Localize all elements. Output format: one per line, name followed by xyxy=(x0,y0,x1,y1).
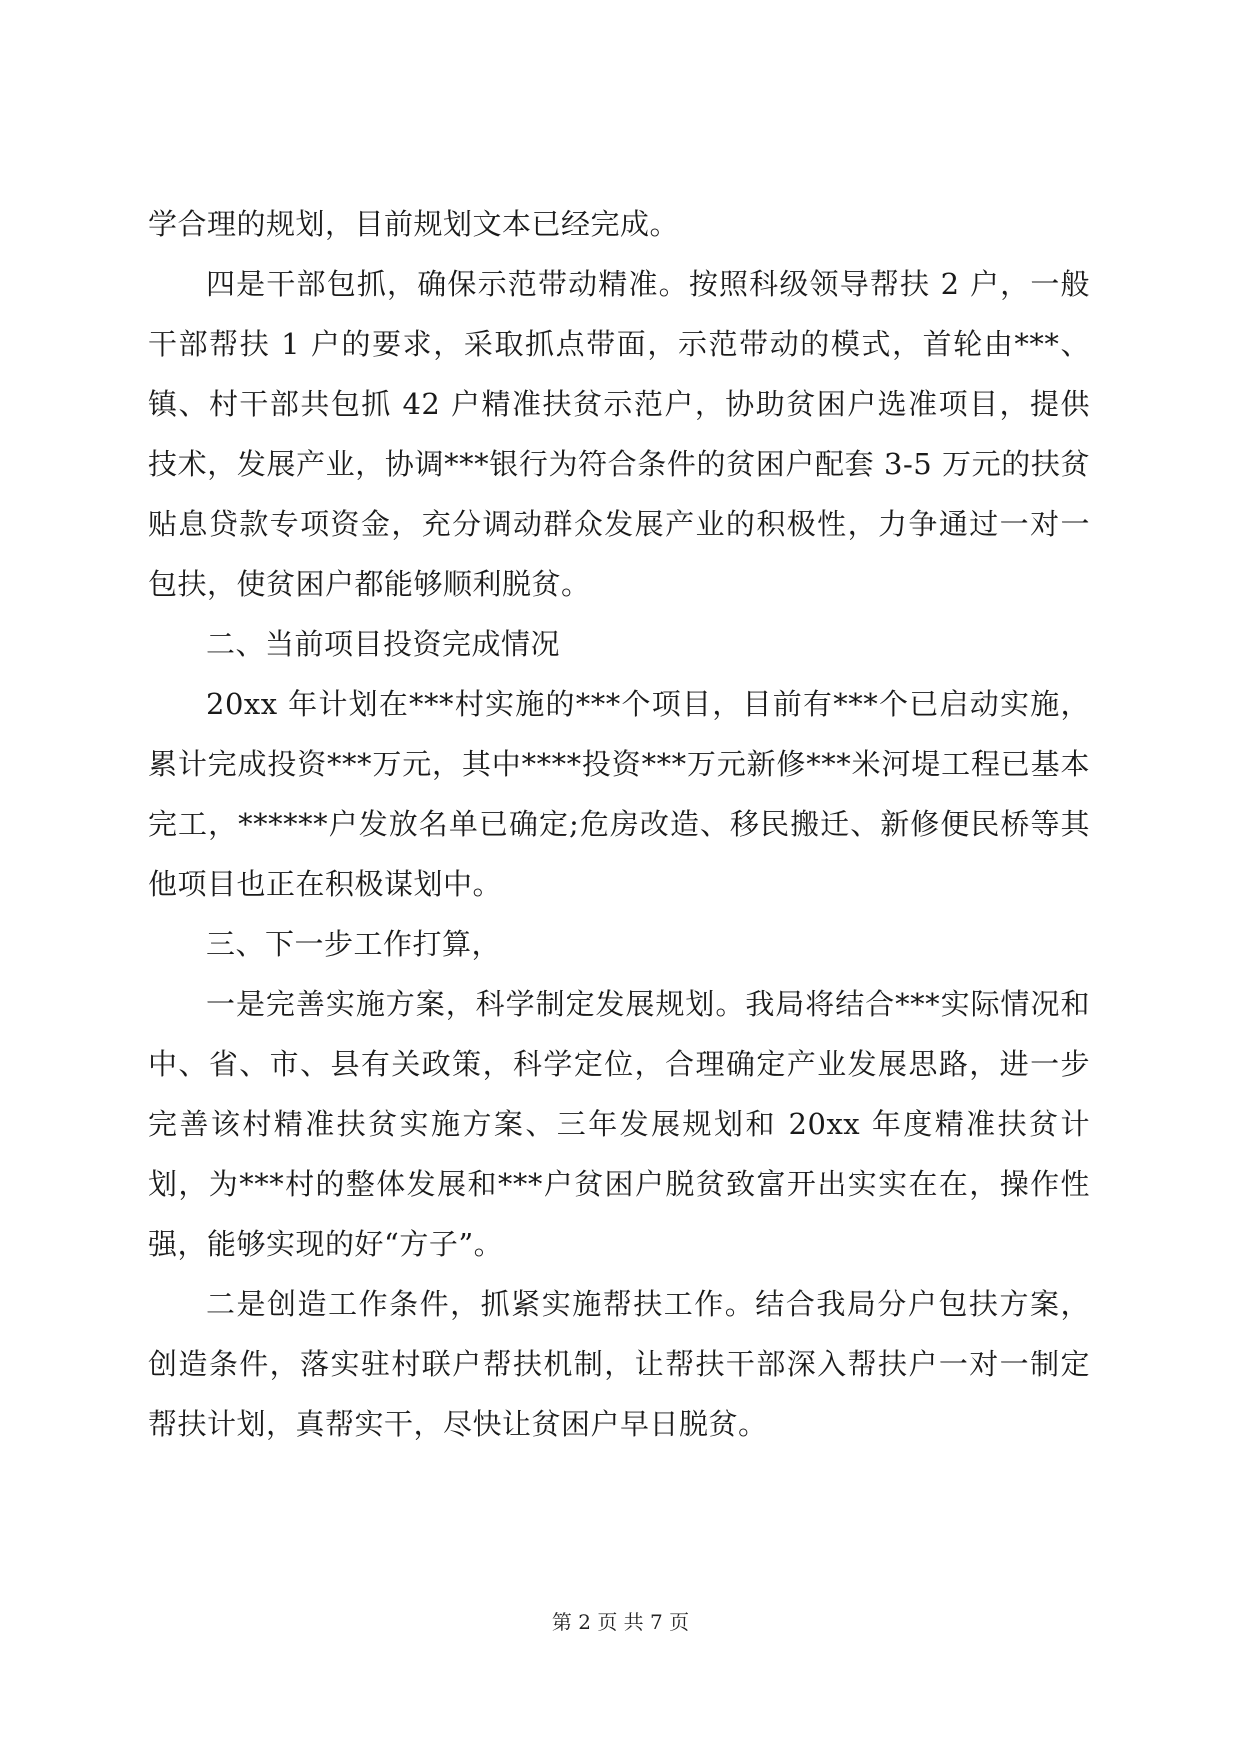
section-heading-2: 二、当前项目投资完成情况 xyxy=(206,627,561,661)
page-number-footer: 第 2 页 共 7 页 xyxy=(551,1610,690,1634)
paragraph-4: 一是完善实施方案，科学制定发展规划。我局将结合***实际情况和中、省、市、县有关政策，科学定位，合理确定产业发展思路，进一步完善该村精准扶贫实施方案、三年发展规划和 20xx 年度精准扶贫计划，为***村的整体发展和***户贫困户脱贫致富开出实实在在，操作性强，能够实现的好“方子”。 xyxy=(148,987,1090,1261)
paragraph-3: 20xx 年计划在***村实施的***个项目，目前有***个已启动实施，累计完成投资***万元，其中****投资***万元新修***米河堤工程已基本完工，******户发放名单已确定;危房改造、移民搬迁、新修便民桥等其他项目也正在积极谋划中。 xyxy=(148,687,1090,901)
paragraph-5: 二是创造工作条件，抓紧实施帮扶工作。结合我局分户包扶方案，创造条件，落实驻村联户帮扶机制，让帮扶干部深入帮扶户一对一制定帮扶计划，真帮实干，尽快让贫困户早日脱贫。 xyxy=(148,1287,1090,1441)
paragraph-2: 四是干部包抓，确保示范带动精准。按照科级领导帮扶 2 户，一般干部帮扶 1 户的要求，采取抓点带面，示范带动的模式，首轮由***、镇、村干部共包抓 42 户精准扶贫示范户，协助贫困户选准项目，提供技术，发展产业，协调***银行为符合条件的贫困户配套 3-5 万元的扶贫贴息贷款专项资金，充分调动群众发展产业的积极性，力争通过一对一包扶，使贫困户都能够顺利脱贫。 xyxy=(148,267,1090,601)
document-body xyxy=(148,194,1090,1454)
section-heading-3: 三、下一步工作打算， xyxy=(206,927,502,961)
paragraph-1: 学合理的规划，目前规划文本已经完成。 xyxy=(148,207,680,241)
